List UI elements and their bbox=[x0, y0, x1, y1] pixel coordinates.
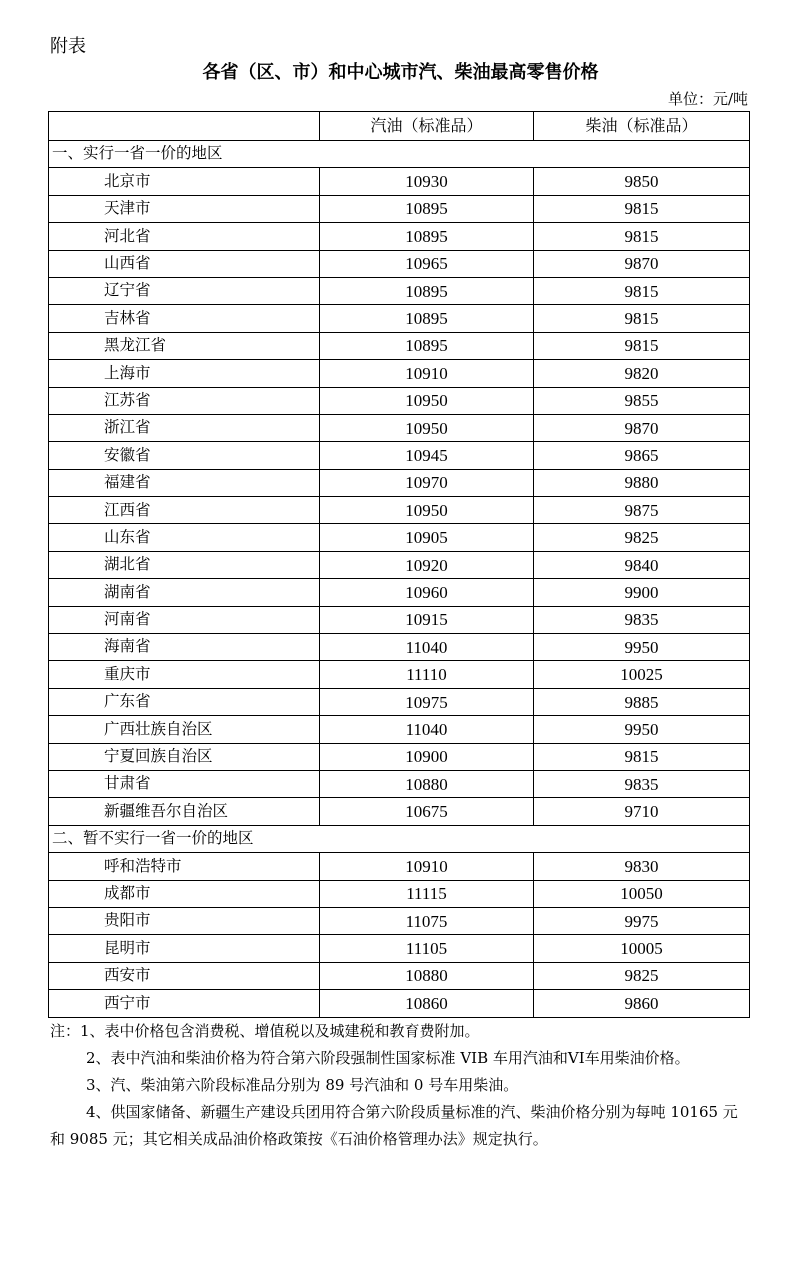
table-row bbox=[49, 305, 750, 332]
gasoline-price-cell: 10905 bbox=[320, 524, 534, 551]
gasoline-price-cell: 10895 bbox=[320, 305, 534, 332]
diesel-price-cell: 9865 bbox=[534, 442, 750, 469]
diesel-price-cell: 10025 bbox=[534, 661, 750, 688]
gasoline-price-cell: 11110 bbox=[320, 661, 534, 688]
diesel-price-cell: 9825 bbox=[534, 962, 750, 989]
gasoline-price-cell: 10945 bbox=[320, 442, 534, 469]
region-cell: 重庆市 bbox=[49, 661, 320, 688]
region-cell: 湖南省 bbox=[49, 579, 320, 606]
region-cell: 广西壮族自治区 bbox=[49, 716, 320, 743]
diesel-price-cell: 9835 bbox=[534, 770, 750, 797]
gasoline-price-cell: 11040 bbox=[320, 716, 534, 743]
region-cell: 西宁市 bbox=[49, 990, 320, 1017]
region-cell: 江苏省 bbox=[49, 387, 320, 414]
diesel-price-cell: 9900 bbox=[534, 579, 750, 606]
gasoline-price-cell: 10860 bbox=[320, 990, 534, 1017]
section-label: 一、实行一省一价的地区 bbox=[49, 141, 750, 168]
table-row bbox=[49, 853, 750, 880]
diesel-price-cell: 9820 bbox=[534, 360, 750, 387]
table-row bbox=[49, 579, 750, 606]
gasoline-price-cell: 10920 bbox=[320, 551, 534, 578]
region-cell: 呼和浩特市 bbox=[49, 853, 320, 880]
region-cell: 成都市 bbox=[49, 880, 320, 907]
diesel-price-cell: 9885 bbox=[534, 688, 750, 715]
table-row bbox=[49, 250, 750, 277]
diesel-price-cell: 9815 bbox=[534, 223, 750, 250]
table-row bbox=[49, 223, 750, 250]
region-cell: 河南省 bbox=[49, 606, 320, 633]
table-row bbox=[49, 277, 750, 304]
diesel-price-cell: 9870 bbox=[534, 250, 750, 277]
diesel-price-cell: 9710 bbox=[534, 798, 750, 825]
gasoline-price-cell: 10675 bbox=[320, 798, 534, 825]
note-1: 注：1、表中价格包含消费税、增值税以及城建税和教育费附加。 bbox=[50, 1022, 480, 1040]
header-gasoline: 汽油（标准品） bbox=[320, 112, 534, 141]
gasoline-price-cell: 10880 bbox=[320, 770, 534, 797]
gasoline-price-cell: 11040 bbox=[320, 634, 534, 661]
table-row bbox=[49, 332, 750, 359]
table-row bbox=[49, 743, 750, 770]
gasoline-price-cell: 10910 bbox=[320, 853, 534, 880]
region-cell: 天津市 bbox=[49, 195, 320, 222]
gasoline-price-cell: 10915 bbox=[320, 606, 534, 633]
section-row bbox=[49, 825, 750, 852]
table-row bbox=[49, 661, 750, 688]
table-row bbox=[49, 688, 750, 715]
gasoline-price-cell: 10970 bbox=[320, 469, 534, 496]
table-row bbox=[49, 907, 750, 934]
diesel-price-cell: 9815 bbox=[534, 743, 750, 770]
diesel-price-cell: 9815 bbox=[534, 305, 750, 332]
table-row bbox=[49, 195, 750, 222]
table-row bbox=[49, 962, 750, 989]
diesel-price-cell: 9815 bbox=[534, 277, 750, 304]
header-region bbox=[49, 112, 320, 141]
table-row bbox=[49, 360, 750, 387]
table-row bbox=[49, 716, 750, 743]
region-cell: 辽宁省 bbox=[49, 277, 320, 304]
table-row bbox=[49, 990, 750, 1017]
region-cell: 江西省 bbox=[49, 497, 320, 524]
diesel-price-cell: 9950 bbox=[534, 634, 750, 661]
diesel-price-cell: 9815 bbox=[534, 332, 750, 359]
diesel-price-cell: 9840 bbox=[534, 551, 750, 578]
region-cell: 贵阳市 bbox=[49, 907, 320, 934]
gasoline-price-cell: 10910 bbox=[320, 360, 534, 387]
note-2: 2、表中汽油和柴油价格为符合第六阶段强制性国家标准 VIB 车用汽油和VI车用柴油价格。 bbox=[86, 1049, 690, 1067]
gasoline-price-cell: 11075 bbox=[320, 907, 534, 934]
notes-block bbox=[50, 1018, 750, 1153]
gasoline-price-cell: 10900 bbox=[320, 743, 534, 770]
diesel-price-cell: 9855 bbox=[534, 387, 750, 414]
gasoline-price-cell: 11115 bbox=[320, 880, 534, 907]
table-row bbox=[49, 880, 750, 907]
table-row bbox=[49, 770, 750, 797]
region-cell: 福建省 bbox=[49, 469, 320, 496]
region-cell: 安徽省 bbox=[49, 442, 320, 469]
gasoline-price-cell: 10960 bbox=[320, 579, 534, 606]
section-row bbox=[49, 141, 750, 168]
gasoline-price-cell: 10965 bbox=[320, 250, 534, 277]
region-cell: 西安市 bbox=[49, 962, 320, 989]
table-row bbox=[49, 442, 750, 469]
diesel-price-cell: 9870 bbox=[534, 414, 750, 441]
diesel-price-cell: 9860 bbox=[534, 990, 750, 1017]
region-cell: 昆明市 bbox=[49, 935, 320, 962]
table-row bbox=[49, 935, 750, 962]
table-row bbox=[49, 606, 750, 633]
region-cell: 黑龙江省 bbox=[49, 332, 320, 359]
region-cell: 湖北省 bbox=[49, 551, 320, 578]
diesel-price-cell: 9875 bbox=[534, 497, 750, 524]
table-row bbox=[49, 798, 750, 825]
diesel-price-cell: 9975 bbox=[534, 907, 750, 934]
gasoline-price-cell: 10950 bbox=[320, 414, 534, 441]
note-3: 3、汽、柴油第六阶段标准品分别为 89 号汽油和 0 号车用柴油。 bbox=[86, 1076, 519, 1094]
diesel-price-cell: 9825 bbox=[534, 524, 750, 551]
region-cell: 宁夏回族自治区 bbox=[49, 743, 320, 770]
region-cell: 北京市 bbox=[49, 168, 320, 195]
section-label: 二、暂不实行一省一价的地区 bbox=[49, 825, 750, 852]
diesel-price-cell: 9880 bbox=[534, 469, 750, 496]
annex-label: 附表 bbox=[50, 36, 86, 57]
region-cell: 甘肃省 bbox=[49, 770, 320, 797]
header-diesel: 柴油（标准品） bbox=[534, 112, 750, 141]
price-table bbox=[48, 111, 750, 1018]
gasoline-price-cell: 10895 bbox=[320, 195, 534, 222]
gasoline-price-cell: 10950 bbox=[320, 387, 534, 414]
region-cell: 新疆维吾尔自治区 bbox=[49, 798, 320, 825]
diesel-price-cell: 9850 bbox=[534, 168, 750, 195]
note-4: 4、供国家储备、新疆生产建设兵团用符合第六阶段质量标准的汽、柴油价格分别为每吨 10165 元和 9085 元；其它相关成品油价格政策按《石油价格管理办法》规定执行。 bbox=[50, 1103, 738, 1148]
diesel-price-cell: 10050 bbox=[534, 880, 750, 907]
table-row bbox=[49, 634, 750, 661]
table-row bbox=[49, 551, 750, 578]
region-cell: 浙江省 bbox=[49, 414, 320, 441]
table-row bbox=[49, 168, 750, 195]
region-cell: 吉林省 bbox=[49, 305, 320, 332]
gasoline-price-cell: 10895 bbox=[320, 332, 534, 359]
gasoline-price-cell: 11105 bbox=[320, 935, 534, 962]
gasoline-price-cell: 10975 bbox=[320, 688, 534, 715]
gasoline-price-cell: 10930 bbox=[320, 168, 534, 195]
page-title: 各省（区、市）和中心城市汽、柴油最高零售价格 bbox=[202, 62, 599, 83]
diesel-price-cell: 9950 bbox=[534, 716, 750, 743]
region-cell: 山东省 bbox=[49, 524, 320, 551]
region-cell: 海南省 bbox=[49, 634, 320, 661]
gasoline-price-cell: 10880 bbox=[320, 962, 534, 989]
region-cell: 山西省 bbox=[49, 250, 320, 277]
table-row bbox=[49, 469, 750, 496]
table-row bbox=[49, 497, 750, 524]
gasoline-price-cell: 10950 bbox=[320, 497, 534, 524]
gasoline-price-cell: 10895 bbox=[320, 223, 534, 250]
price-table-body bbox=[49, 112, 750, 1018]
gasoline-price-cell: 10895 bbox=[320, 277, 534, 304]
diesel-price-cell: 9830 bbox=[534, 853, 750, 880]
table-row bbox=[49, 414, 750, 441]
diesel-price-cell: 9835 bbox=[534, 606, 750, 633]
diesel-price-cell: 9815 bbox=[534, 195, 750, 222]
unit-label: 单位：元/吨 bbox=[667, 90, 748, 108]
region-cell: 河北省 bbox=[49, 223, 320, 250]
region-cell: 上海市 bbox=[49, 360, 320, 387]
table-row bbox=[49, 524, 750, 551]
diesel-price-cell: 10005 bbox=[534, 935, 750, 962]
region-cell: 广东省 bbox=[49, 688, 320, 715]
table-row bbox=[49, 387, 750, 414]
table-header-row bbox=[49, 112, 750, 141]
